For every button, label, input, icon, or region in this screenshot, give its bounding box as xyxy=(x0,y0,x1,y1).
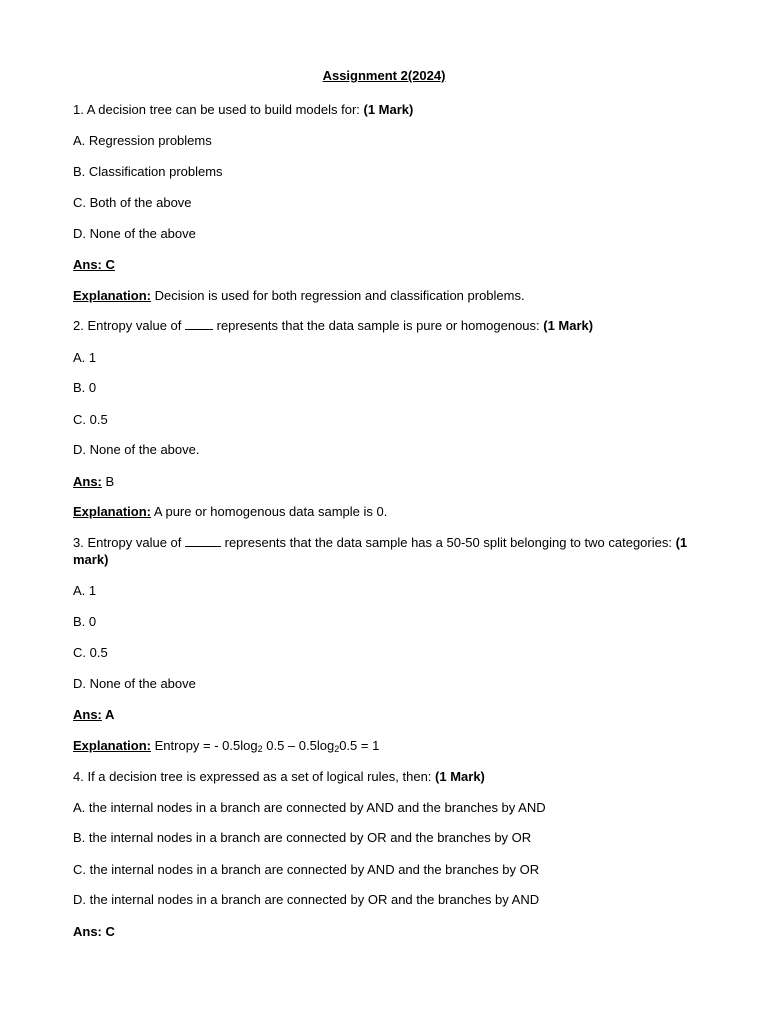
question-3-formula-subscript-1: 2 xyxy=(257,744,263,754)
question-4-answer xyxy=(73,923,703,940)
question-3-answer-value: A xyxy=(101,707,115,722)
question-1-answer-label: Ans: C xyxy=(73,257,115,272)
question-4-option-d: D. the internal nodes in a branch are connected by OR and the branches by AND xyxy=(73,892,540,907)
question-4-answer-label: Ans: C xyxy=(73,924,115,939)
question-1 xyxy=(73,101,703,118)
question-2-explanation xyxy=(73,503,703,520)
question-3-explanation-label: Explanation: xyxy=(73,738,152,753)
question-3-mark: (1 mark) xyxy=(73,535,688,567)
question-3-option-b: B. 0 xyxy=(73,614,97,629)
question-3-formula-part-3: 0.5 = 1 xyxy=(339,738,380,753)
question-1-option-c: C. Both of the above xyxy=(73,195,192,210)
question-4-option-b: B. the internal nodes in a branch are connected by OR and the branches by OR xyxy=(73,830,532,845)
document-title: Assignment 2(2024) xyxy=(322,68,446,83)
question-2-explanation-label: Explanation: xyxy=(73,504,152,519)
question-1-explanation-text: Decision is used for both regression and classification problems. xyxy=(151,288,525,303)
question-3-explanation xyxy=(73,737,703,754)
question-3-blank xyxy=(185,535,221,547)
question-1-option-b: B. Classification problems xyxy=(73,164,223,179)
question-3-stem-start: 3. Entropy value of xyxy=(73,535,186,550)
question-4-option-c: C. the internal nodes in a branch are connected by AND and the branches by OR xyxy=(73,862,540,877)
question-3-formula-part-1: Entropy = - 0.5log xyxy=(151,738,258,753)
question-1-explanation xyxy=(73,287,703,304)
question-3 xyxy=(73,534,695,568)
question-3-formula-subscript-2: 2 xyxy=(334,744,340,754)
question-2-answer-value: B xyxy=(101,474,115,489)
question-2-option-b: B. 0 xyxy=(73,380,97,395)
question-4-option-a: A. the internal nodes in a branch are connected by AND and the branches by AND xyxy=(73,800,546,815)
question-2-answer-label: Ans: xyxy=(73,474,102,489)
question-4-mark: (1 Mark) xyxy=(435,769,485,784)
question-2-mark: (1 Mark) xyxy=(543,318,594,333)
question-2 xyxy=(73,317,703,334)
question-3-option-c: C. 0.5 xyxy=(73,645,108,660)
question-3-answer xyxy=(73,706,703,723)
question-3-option-d: D. None of the above xyxy=(73,676,196,691)
question-2-answer xyxy=(73,473,703,490)
question-2-option-c: C. 0.5 xyxy=(73,412,108,427)
question-3-formula-part-2: 0.5 – 0.5log xyxy=(262,738,335,753)
question-1-stem: 1. A decision tree can be used to build models for: xyxy=(73,102,364,117)
question-1-explanation-label: Explanation: xyxy=(73,288,152,303)
question-2-explanation-text: A pure or homogenous data sample is 0. xyxy=(151,504,388,519)
question-1-answer xyxy=(73,256,703,273)
question-2-option-d: D. None of the above. xyxy=(73,442,200,457)
question-2-option-a: A. 1 xyxy=(73,350,97,365)
question-2-stem-start: 2. Entropy value of xyxy=(73,318,186,333)
question-4 xyxy=(73,768,703,785)
question-3-answer-label: Ans: xyxy=(73,707,102,722)
question-1-option-d: D. None of the above xyxy=(73,226,196,241)
question-1-mark: (1 Mark) xyxy=(363,102,414,117)
question-3-option-a: A. 1 xyxy=(73,583,97,598)
question-3-stem-end: represents that the data sample has a 50-50 split belonging to two categories: xyxy=(221,535,676,550)
question-4-stem: 4. If a decision tree is expressed as a set of logical rules, then: xyxy=(73,769,436,784)
question-1-option-a: A. Regression problems xyxy=(73,133,212,148)
question-2-stem-end: represents that the data sample is pure or homogenous: xyxy=(213,318,544,333)
question-2-blank xyxy=(185,318,213,330)
